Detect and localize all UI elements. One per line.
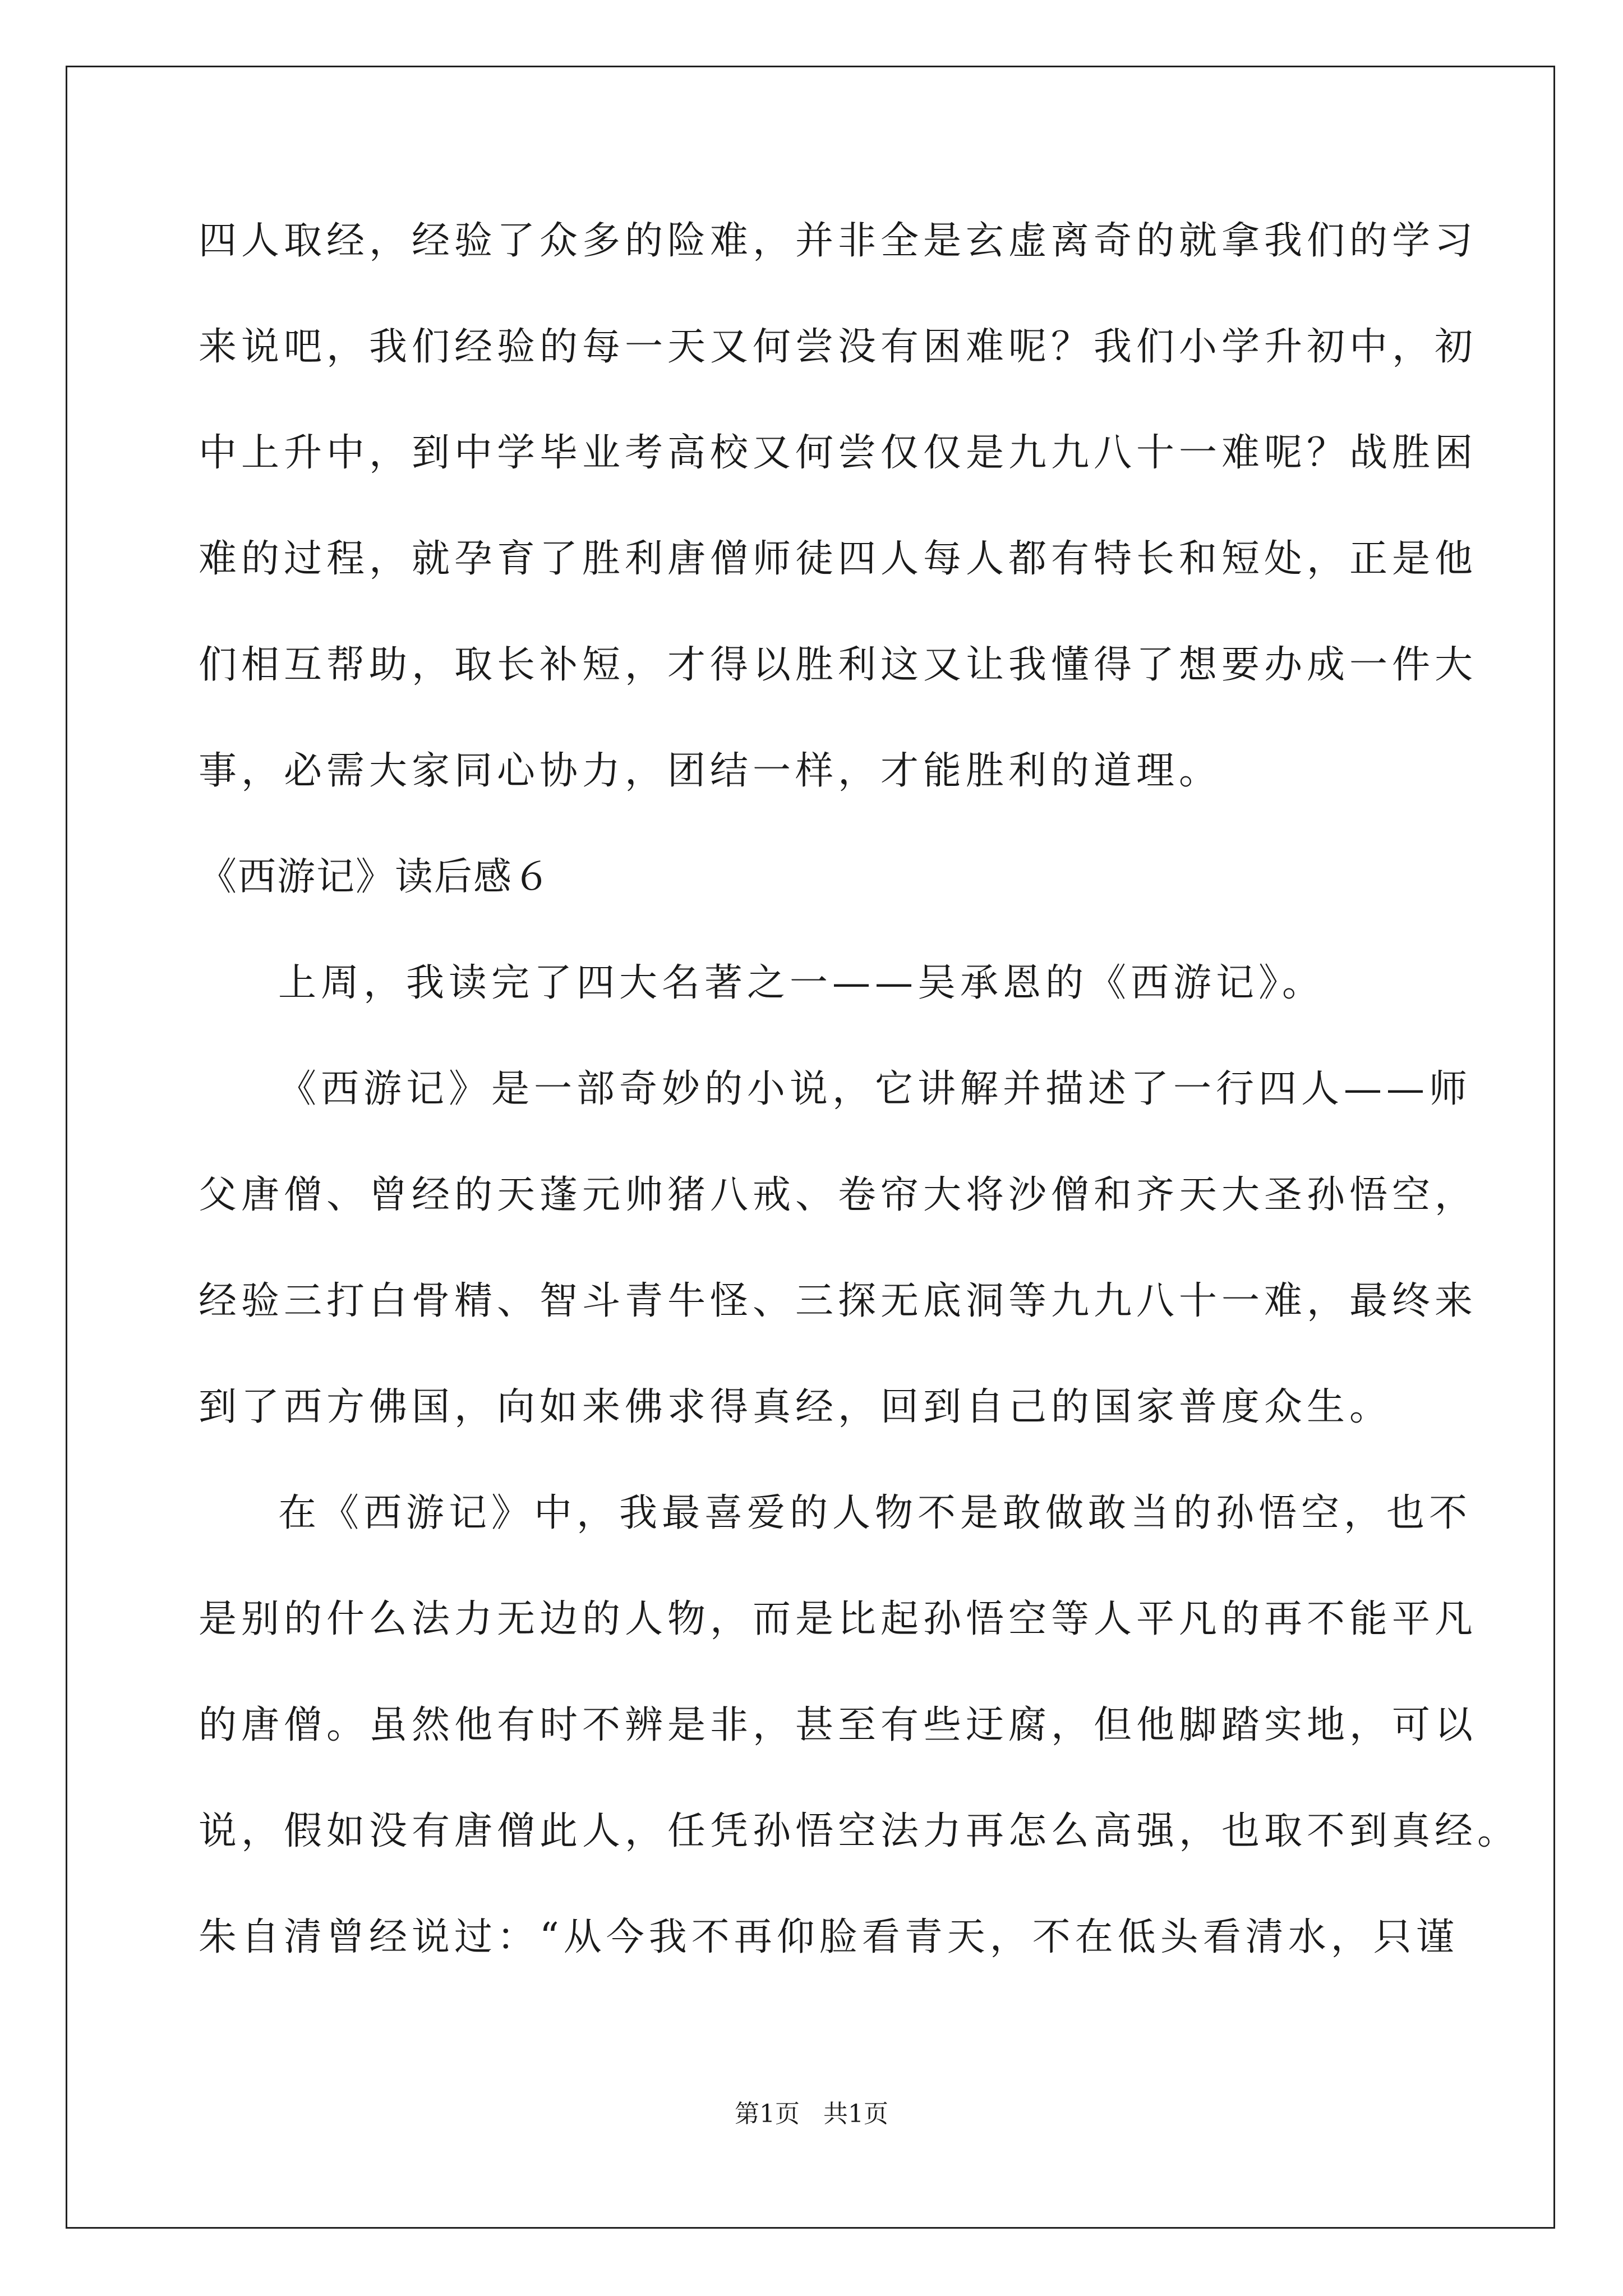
text-line: 中上升中，到中学毕业考高校又何尝仅仅是九九八十一难呢？战胜困 — [199, 431, 1478, 475]
text-line: 四人取经，经验了众多的险难，并非全是玄虚离奇的就拿我们的学习 — [199, 219, 1478, 263]
text-line: 来说吧，我们经验的每一天又何尝没有困难呢？我们小学升初中，初 — [199, 325, 1478, 369]
document-body — [199, 219, 1520, 2021]
text-line: 朱自清曾经说过：“从今我不再仰脸看青天，不在低头看清水，只谨 — [199, 1915, 1459, 1959]
text-line: 的唐僧。虽然他有时不辨是非，甚至有些迂腐，但他脚踏实地，可以 — [199, 1703, 1478, 1747]
text-line: 说，假如没有唐僧此人，任凭孙悟空法力再怎么高强，也取不到真经。 — [199, 1809, 1520, 1853]
text-line: 们相互帮助，取长补短，才得以胜利这又让我懂得了想要办成一件大 — [199, 643, 1478, 687]
page-footer: 第1页 共1页 — [735, 2100, 888, 2128]
text-line: 是别的什么法力无边的人物，而是比起孙悟空等人平凡的再不能平凡 — [199, 1597, 1478, 1641]
text-line: 上周，我读完了四大名著之一——吴承恩的《西游记》。 — [278, 961, 1325, 1005]
text-line: 经验三打白骨精、智斗青牛怪、三探无底洞等九九八十一难，最终来 — [199, 1279, 1478, 1323]
text-line: 事，必需大家同心协力，团结一样，才能胜利的道理。 — [199, 749, 1222, 793]
text-line: 《西游记》是一部奇妙的小说，它讲解并描述了一行四人——师 — [278, 1067, 1472, 1111]
text-line: 到了西方佛国，向如来佛求得真经，回到自己的国家普度众生。 — [199, 1385, 1393, 1429]
text-line: 在《西游记》中，我最喜爱的人物不是敢做敢当的孙悟空，也不 — [278, 1491, 1472, 1535]
text-line: 难的过程，就孕育了胜利唐僧师徒四人每人都有特长和短处，正是他 — [199, 537, 1478, 581]
section-heading: 《西游记》读后感６ — [199, 855, 552, 899]
text-line: 父唐僧、曾经的天蓬元帅猪八戒、卷帘大将沙僧和齐天大圣孙悟空， — [199, 1173, 1478, 1217]
